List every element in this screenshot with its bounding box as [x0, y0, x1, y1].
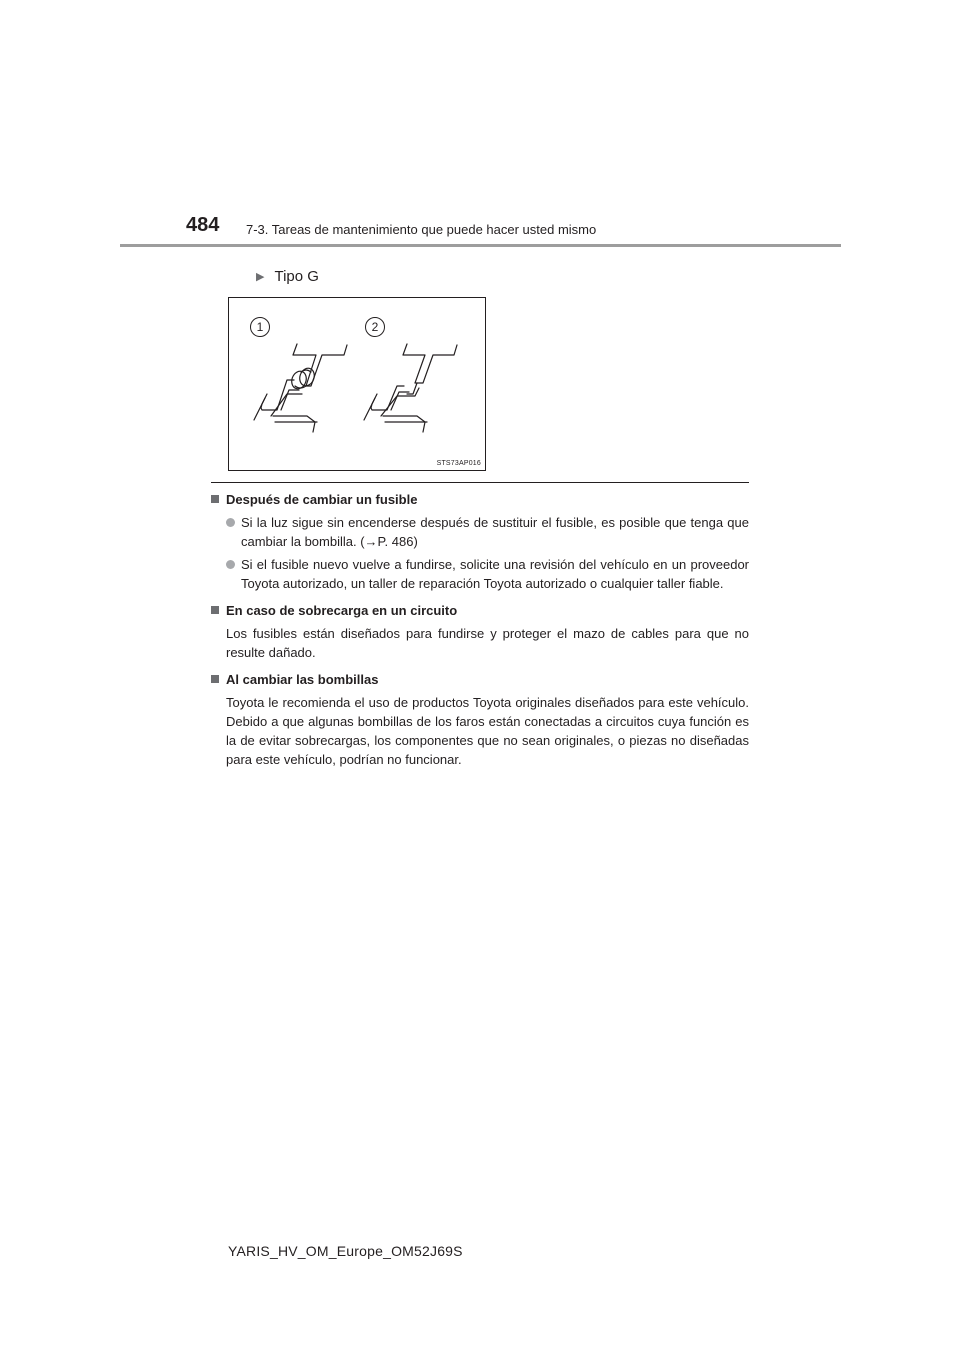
- page-number: 484: [186, 214, 220, 236]
- triangle-bullet-icon: ▶: [256, 271, 265, 283]
- bullet-item: [211, 513, 749, 551]
- square-bullet-icon: [211, 675, 219, 683]
- notes: [211, 490, 749, 769]
- section-rule: [211, 482, 749, 483]
- bullet-text: Si la luz sigue sin encenderse después de sustituir el fusible, es posible que tenga que cambiar la bombilla. (→P. 486): [241, 515, 749, 549]
- square-bullet-icon: [211, 606, 219, 614]
- callout-2: 2: [365, 317, 385, 337]
- note-heading: [211, 490, 749, 509]
- note-heading-text: Después de cambiar un fusible: [226, 492, 418, 507]
- note-paragraph: Los fusibles están diseñados para fundirse y proteger el mazo de cables para que no resulte dañado.: [226, 626, 749, 660]
- note-heading: [211, 670, 749, 689]
- blown-fuse-drawing: [364, 344, 457, 432]
- square-bullet-icon: [211, 495, 219, 503]
- bullet-text: Si el fusible nuevo vuelve a fundirse, solicite una revisión del vehículo en un proveedor Toyota autorizado, un taller de reparación Toyota autorizado o cualquier taller fiable.: [241, 557, 749, 591]
- note-heading-text: En caso de sobrecarga en un circuito: [226, 603, 458, 618]
- subheading: [256, 268, 319, 285]
- bullet-item: [211, 555, 749, 593]
- section-title: 7-3. Tareas de mantenimiento que puede hacer usted mismo: [246, 222, 597, 237]
- figure-code: STS73AP016: [436, 460, 481, 467]
- callout-1: 1: [250, 317, 270, 337]
- note-heading-text: Al cambiar las bombillas: [226, 672, 379, 687]
- round-bullet-icon: [226, 518, 235, 527]
- note-paragraph: Toyota le recomienda el uso de productos Toyota originales diseñados para este vehículo. Debido a que algunas bombillas de los faros están conectadas a circuitos cuya función es la de evitar sobrecargas, los componentes que no sean originales, o piezas no diseñadas para este vehículo, podrían no funcionar.: [226, 695, 749, 767]
- fuse-figure: [228, 297, 486, 471]
- document-footer: YARIS_HV_OM_Europe_OM52J69S: [228, 1243, 463, 1259]
- intact-fuse-drawing: [254, 344, 347, 432]
- header-rule: [120, 244, 841, 247]
- note-heading: [211, 601, 749, 620]
- round-bullet-icon: [226, 560, 235, 569]
- subheading-text: Tipo G: [274, 268, 319, 285]
